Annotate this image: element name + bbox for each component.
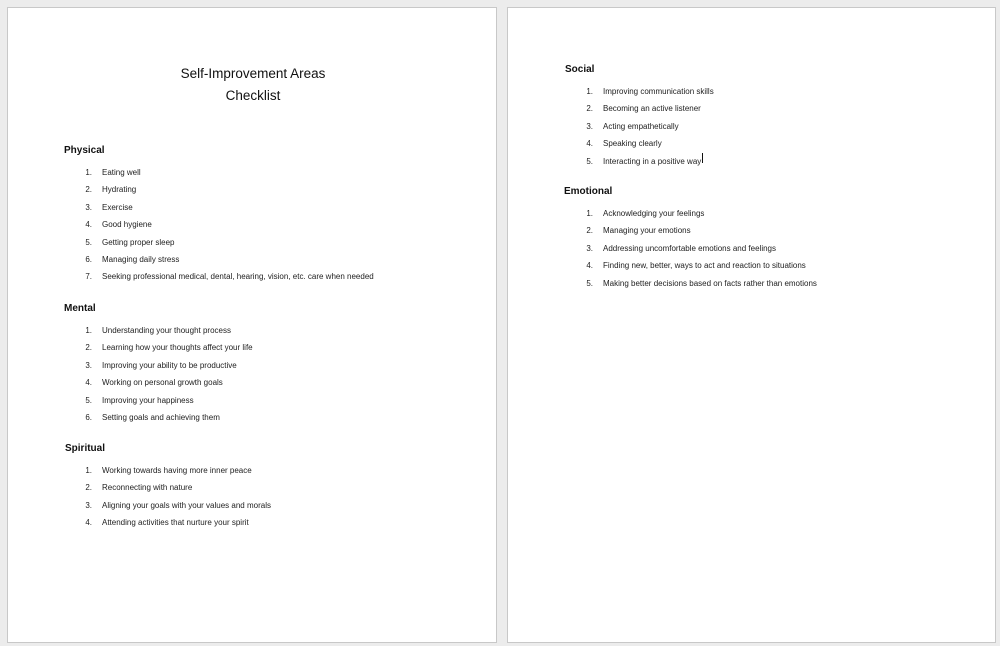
list-item-text: Addressing uncomfortable emotions and feelings [603,243,776,253]
list-item[interactable] [64,251,374,268]
list-number: 6. [85,413,92,423]
list-item[interactable] [565,118,714,135]
list-item-text: Managing your emotions [603,226,691,236]
text-cursor [702,153,703,163]
section-social [565,64,714,170]
list-item-text: Speaking clearly [603,139,662,149]
list-item[interactable] [64,181,374,198]
list-item[interactable] [64,164,374,181]
list-item-text: Managing daily stress [102,255,180,265]
list-item-text: Reconnecting with nature [102,483,193,493]
list-item-text: Improving communication skills [603,87,714,96]
list-item-text: Seeking professional medical, dental, hearing, vision, etc. care when needed [102,272,374,282]
list-item-text: Attending activities that nurture your spirit [102,518,249,528]
list-number: 2. [85,343,92,353]
list-item-text: Aligning your goals with your values and morals [102,500,271,510]
list-item-text: Working on personal growth goals [102,378,223,388]
list-number: 3. [586,243,593,253]
numbered-list [565,205,817,292]
section-physical [64,145,374,286]
list-item[interactable] [565,240,817,257]
list-item-text: Setting goals and achieving them [102,413,220,423]
list-number: 4. [85,378,92,388]
numbered-list [64,322,253,426]
list-item[interactable] [565,135,714,152]
list-item-text: Improving your happiness [102,395,194,405]
list-item[interactable] [64,339,253,356]
document-title [8,63,498,107]
list-item-text: Finding new, better, ways to act and reaction to situations [603,261,806,271]
list-item[interactable] [565,100,714,117]
document-page-1[interactable] [7,7,497,643]
list-item[interactable] [64,392,253,409]
list-item-text: Exercise [102,202,133,212]
list-item-text: Hydrating [102,185,137,195]
numbered-list [64,164,374,286]
numbered-list [64,462,271,532]
list-number: 7. [85,272,92,282]
list-item[interactable] [64,216,374,233]
list-number: 5. [586,278,593,288]
list-item-text: Improving your ability to be productive [102,360,237,370]
list-item-text: Interacting in a positive way [603,156,702,166]
list-item[interactable] [565,205,817,222]
list-item[interactable] [64,374,253,391]
document-page-2[interactable] [507,7,996,643]
list-item[interactable] [565,153,714,170]
section-heading: Physical [64,145,105,156]
list-item[interactable] [64,479,271,496]
section-heading: Mental [64,303,96,314]
section-heading: Social [565,64,595,75]
list-number: 6. [85,255,92,265]
list-item[interactable] [64,199,374,216]
list-item[interactable] [64,322,253,339]
list-item[interactable] [64,514,271,531]
section-mental [64,303,253,426]
list-number: 2. [85,483,92,493]
list-item[interactable] [565,83,714,100]
list-item-text: Getting proper sleep [102,237,175,247]
list-number: 5. [586,156,593,166]
list-number: 5. [85,237,92,247]
list-number: 3. [586,121,593,131]
section-heading: Emotional [564,186,613,197]
list-number: 4. [85,220,92,230]
list-item-text: Eating well [102,168,141,177]
list-number: 3. [85,202,92,212]
list-item-text: Understanding your thought process [102,326,231,335]
list-item[interactable] [64,462,271,479]
list-item-text: Becoming an active listener [603,104,701,114]
list-number: 2. [586,226,593,236]
list-number: 1. [85,466,92,475]
list-number: 2. [586,104,593,114]
list-number: 1. [85,168,92,177]
list-number: 4. [85,518,92,528]
list-item-text: Acknowledging your feelings [603,209,705,218]
list-item[interactable] [565,257,817,274]
list-item[interactable] [64,234,374,251]
list-item[interactable] [64,357,253,374]
list-number: 3. [85,360,92,370]
title-line-1: Self-Improvement Areas [180,66,326,81]
list-item[interactable] [64,497,271,514]
list-item-text: Working towards having more inner peace [102,466,252,475]
list-number: 4. [586,139,593,149]
list-item[interactable] [64,409,253,426]
section-emotional [564,186,817,292]
list-item-text: Learning how your thoughts affect your life [102,343,253,353]
title-line-2: Checklist [225,88,281,103]
list-number: 1. [586,87,593,96]
numbered-list [565,83,714,170]
list-item-text: Good hygiene [102,220,152,230]
section-spiritual [65,443,271,532]
list-number: 1. [85,326,92,335]
list-number: 3. [85,500,92,510]
list-item-text: Making better decisions based on facts rather than emotions [603,278,817,288]
list-item[interactable] [565,222,817,239]
list-number: 4. [586,261,593,271]
list-number: 1. [586,209,593,218]
section-heading: Spiritual [65,443,106,454]
list-item[interactable] [565,275,817,292]
list-item[interactable] [64,268,374,285]
list-number: 2. [85,185,92,195]
list-number: 5. [85,395,92,405]
list-item-text: Acting empathetically [603,121,679,131]
